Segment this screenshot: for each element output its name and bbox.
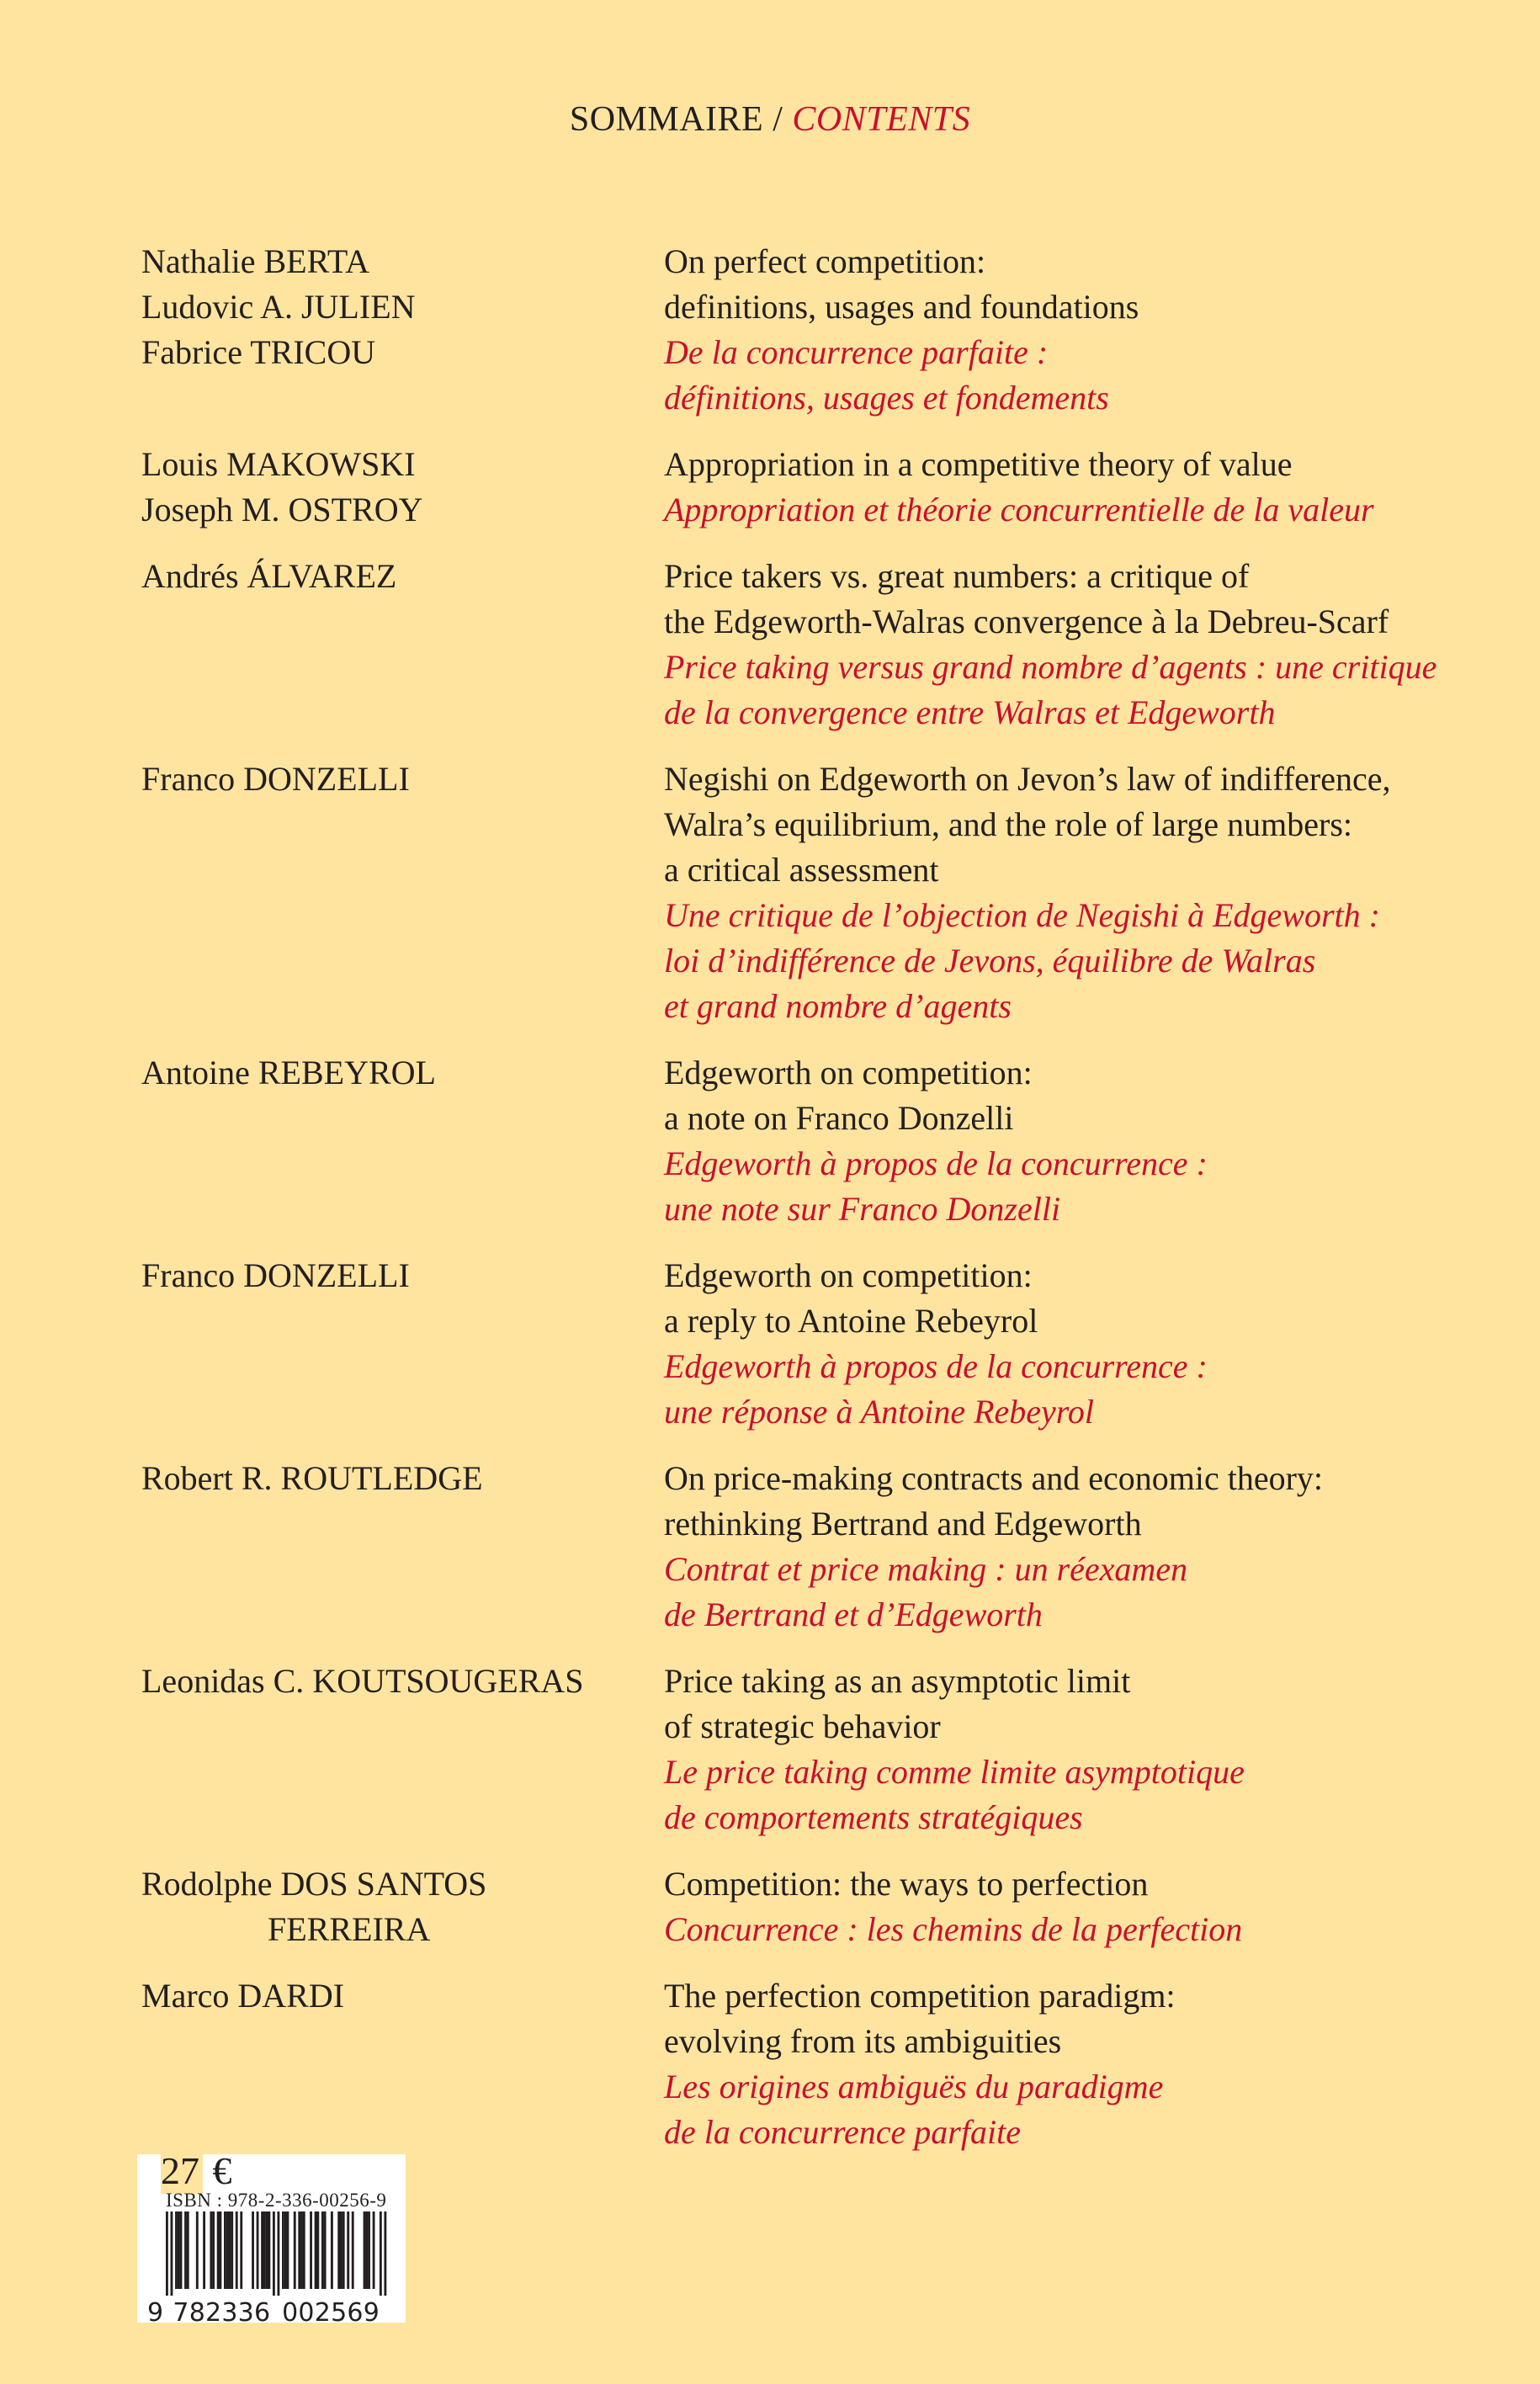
- barcode-bar: [337, 2211, 340, 2289]
- entry-authors: [141, 1050, 664, 1232]
- barcode-bar: [187, 2211, 189, 2289]
- article-title-french: Appropriation et théorie concurrentielle de la valeur: [664, 491, 1374, 528]
- article-title-english: Walra’s equilibrium, and the role of large numbers:: [664, 805, 1353, 843]
- article-title-english: of strategic behavior: [664, 1707, 941, 1745]
- author-name: Rodolphe DOS SANTOS: [141, 1865, 487, 1903]
- article-title-french: Le price taking comme limite asymptotique: [664, 1753, 1245, 1791]
- barcode-bar: [298, 2211, 300, 2289]
- barcode-digit: 7: [173, 2298, 189, 2326]
- barcode-bar: [184, 2211, 187, 2289]
- barcode-bar: [178, 2211, 180, 2289]
- entry-titles: [664, 239, 1139, 421]
- toc-entry: [141, 1659, 1488, 1840]
- article-title-english: a critical assessment: [664, 851, 939, 889]
- article-title-english: The perfection competition paradigm:: [664, 1977, 1176, 2015]
- entry-authors: [141, 757, 664, 1029]
- barcode-digit: 3: [237, 2298, 254, 2326]
- barcode-digit: 2: [205, 2298, 222, 2326]
- author-name: Ludovic A. JULIEN: [141, 288, 416, 326]
- barcode-bar: [266, 2211, 268, 2289]
- barcode-bar: [303, 2211, 305, 2289]
- toc-entry: [141, 554, 1488, 735]
- article-title-french: Edgeworth à propos de la concurrence :: [664, 1144, 1208, 1182]
- article-title-french: de Bertrand et d’Edgeworth: [664, 1596, 1043, 1633]
- barcode-bar: [212, 2211, 215, 2289]
- barcode-bar: [365, 2211, 368, 2289]
- isbn-text: ISBN : 978-2-336-00256-9: [166, 2190, 387, 2211]
- price: [161, 2151, 232, 2191]
- barcode-bar: [352, 2211, 354, 2289]
- article-title-french: de la convergence entre Walras et Edgeworth: [664, 693, 1276, 731]
- barcode-bar: [240, 2211, 242, 2289]
- barcode-bar: [364, 2211, 366, 2289]
- price-amount: 27: [161, 2149, 203, 2194]
- toc-entry: [141, 239, 1488, 421]
- article-title-french: Concurrence : les chemins de la perfection: [664, 1910, 1243, 1948]
- entry-titles: [664, 1050, 1208, 1232]
- article-title-english: rethinking Bertrand and Edgeworth: [664, 1505, 1142, 1542]
- barcode-bar: [166, 2211, 168, 2296]
- barcode-bar: [273, 2211, 275, 2296]
- title-contents: CONTENTS: [792, 100, 971, 139]
- article-title-english: On perfect competition:: [664, 242, 986, 280]
- barcode-bar: [203, 2211, 205, 2289]
- author-name: Andrés ÁLVAREZ: [141, 557, 397, 595]
- barcode-digit: 6: [347, 2298, 364, 2326]
- barcode-bar: [321, 2211, 324, 2289]
- article-title-english: Edgeworth on competition:: [664, 1054, 1033, 1091]
- entry-titles: [664, 1253, 1208, 1435]
- article-title-english: Negishi on Edgeworth on Jevon’s law of indifference,: [664, 760, 1391, 798]
- barcode-bar: [224, 2211, 226, 2289]
- entry-titles: [664, 1861, 1242, 1952]
- barcode-digit: 8: [189, 2298, 205, 2326]
- barcode-bar: [315, 2211, 317, 2289]
- barcode-bar: [229, 2211, 231, 2289]
- article-title-english: a reply to Antoine Rebeyrol: [664, 1302, 1038, 1340]
- article-title-french: définitions, usages et fondements: [664, 379, 1109, 417]
- article-title-english: evolving from its ambiguities: [664, 2022, 1062, 2060]
- entry-titles: [664, 554, 1436, 735]
- barcode-bar: [175, 2211, 178, 2289]
- article-title-french: et grand nombre d’agents: [664, 987, 1012, 1025]
- entry-authors: [141, 1253, 664, 1435]
- article-title-english: Edgeworth on competition:: [664, 1256, 1033, 1294]
- barcode-bar: [368, 2211, 370, 2289]
- barcode-bar: [263, 2211, 266, 2289]
- author-name: Marco DARDI: [141, 1977, 345, 2015]
- article-title-french: de comportements stratégiques: [664, 1798, 1083, 1836]
- author-name: Antoine REBEYROL: [141, 1054, 436, 1091]
- author-name: Franco DONZELLI: [141, 760, 410, 798]
- author-name: FERREIRA: [268, 1910, 431, 1948]
- author-name: Louis MAKOWSKI: [141, 445, 416, 483]
- barcode-bar: [236, 2211, 238, 2289]
- author-name: Leonidas C. KOUTSOUGERAS: [141, 1662, 584, 1700]
- barcode-bar: [324, 2211, 327, 2289]
- entry-authors: [141, 1456, 664, 1638]
- barcode-bar: [171, 2211, 173, 2296]
- barcode-bar: [347, 2211, 349, 2289]
- barcode-digit: 0: [282, 2298, 299, 2326]
- entry-titles: [664, 1973, 1176, 2155]
- article-title-english: a note on Franco Donzelli: [664, 1099, 1014, 1137]
- article-title-english: On price-making contracts and economic theory:: [664, 1459, 1324, 1497]
- article-title-french: Contrat et price making : un réexamen: [664, 1550, 1188, 1588]
- entry-authors: [141, 442, 664, 533]
- barcode-bar: [316, 2211, 319, 2289]
- barcode-digit: 5: [331, 2298, 348, 2326]
- author-name: Nathalie BERTA: [141, 242, 369, 280]
- article-title-english: the Edgeworth-Walras convergence à la Debreu-Scarf: [664, 603, 1389, 640]
- barcode-digits: [147, 2296, 400, 2326]
- barcode-digit: 9: [363, 2298, 380, 2326]
- barcode-bar: [340, 2211, 343, 2289]
- toc-entry: [141, 442, 1488, 533]
- barcode-bar: [210, 2211, 212, 2289]
- barcode-label: [137, 2149, 406, 2326]
- title-sommaire: SOMMAIRE /: [569, 100, 783, 139]
- barcode-digit: 3: [221, 2298, 238, 2326]
- barcode-bar: [219, 2211, 221, 2289]
- barcode-bar: [284, 2211, 287, 2289]
- entry-authors: [141, 554, 664, 735]
- barcode-bar: [261, 2211, 263, 2289]
- barcode-bar: [300, 2211, 303, 2289]
- barcode-bar: [294, 2211, 296, 2289]
- article-title-english: Competition: the ways to perfection: [664, 1865, 1149, 1903]
- toc-entry: [141, 1861, 1488, 1952]
- entry-titles: [664, 442, 1374, 533]
- barcode-digit: 6: [253, 2298, 271, 2326]
- barcode-bar: [231, 2211, 233, 2289]
- toc-entry: [141, 1253, 1488, 1435]
- barcode-bar: [287, 2211, 289, 2289]
- entry-titles: [664, 1659, 1245, 1840]
- author-name: Fabrice TRICOU: [141, 333, 376, 371]
- article-title-english: Price taking as an asymptotic limit: [664, 1662, 1131, 1700]
- author-name: Joseph M. OSTROY: [141, 491, 423, 528]
- article-title-english: Price takers vs. great numbers: a critique of: [664, 557, 1250, 595]
- toc-entry: [141, 1973, 1488, 2155]
- barcode-bar: [373, 2211, 375, 2289]
- article-title-french: Price taking versus grand nombre d’agents : une critique: [664, 648, 1437, 686]
- page-title: [0, 99, 1540, 140]
- toc-entry: [141, 1456, 1488, 1638]
- entry-authors: [141, 1861, 664, 1952]
- article-title-french: loi d’indifférence de Jevons, équilibre de Walras: [664, 942, 1316, 980]
- barcode-bar: [257, 2211, 259, 2289]
- barcode-bar: [384, 2211, 386, 2296]
- barcode-digit: 2: [314, 2298, 331, 2326]
- barcode-bar: [310, 2211, 312, 2289]
- barcode-bar: [226, 2211, 229, 2289]
- article-title-french: une réponse à Antoine Rebeyrol: [664, 1393, 1094, 1431]
- author-name: Robert R. ROUTLEDGE: [141, 1459, 483, 1497]
- barcode-bar: [331, 2211, 333, 2289]
- barcode-bars: [166, 2211, 389, 2296]
- barcode-bar: [217, 2211, 220, 2289]
- barcode-bar: [343, 2211, 345, 2289]
- barcode-digit: 9: [147, 2298, 164, 2326]
- article-title-french: Edgeworth à propos de la concurrence :: [664, 1347, 1208, 1385]
- entry-authors: [141, 1659, 664, 1840]
- table-of-contents: [141, 239, 1488, 2176]
- entry-authors: [141, 239, 664, 421]
- barcode-bar: [380, 2211, 382, 2296]
- article-title-french: de la concurrence parfaite: [664, 2113, 1021, 2151]
- article-title-french: Une critique de l’objection de Negishi à Edgeworth :: [664, 896, 1380, 934]
- article-title-french: une note sur Franco Donzelli: [664, 1190, 1061, 1228]
- barcode-bar: [268, 2211, 270, 2289]
- article-title-english: definitions, usages and foundations: [664, 288, 1139, 326]
- toc-entry: [141, 757, 1488, 1029]
- price-currency: €: [212, 2149, 232, 2192]
- barcode-bar: [180, 2211, 183, 2289]
- barcode-bar: [277, 2211, 279, 2296]
- toc-entry: [141, 1050, 1488, 1232]
- barcode-digit: 0: [298, 2298, 315, 2326]
- barcode-bar: [252, 2211, 254, 2289]
- barcode-bar: [282, 2211, 284, 2289]
- entry-titles: [664, 1456, 1323, 1638]
- entry-authors: [141, 1973, 664, 2155]
- article-title-english: Appropriation in a competitive theory of value: [664, 445, 1293, 483]
- barcode-bar: [196, 2211, 199, 2289]
- article-title-french: Les origines ambiguës du paradigme: [664, 2068, 1164, 2105]
- author-name: Franco DONZELLI: [141, 1256, 410, 1294]
- entry-titles: [664, 757, 1391, 1029]
- article-title-french: De la concurrence parfaite :: [664, 333, 1049, 371]
